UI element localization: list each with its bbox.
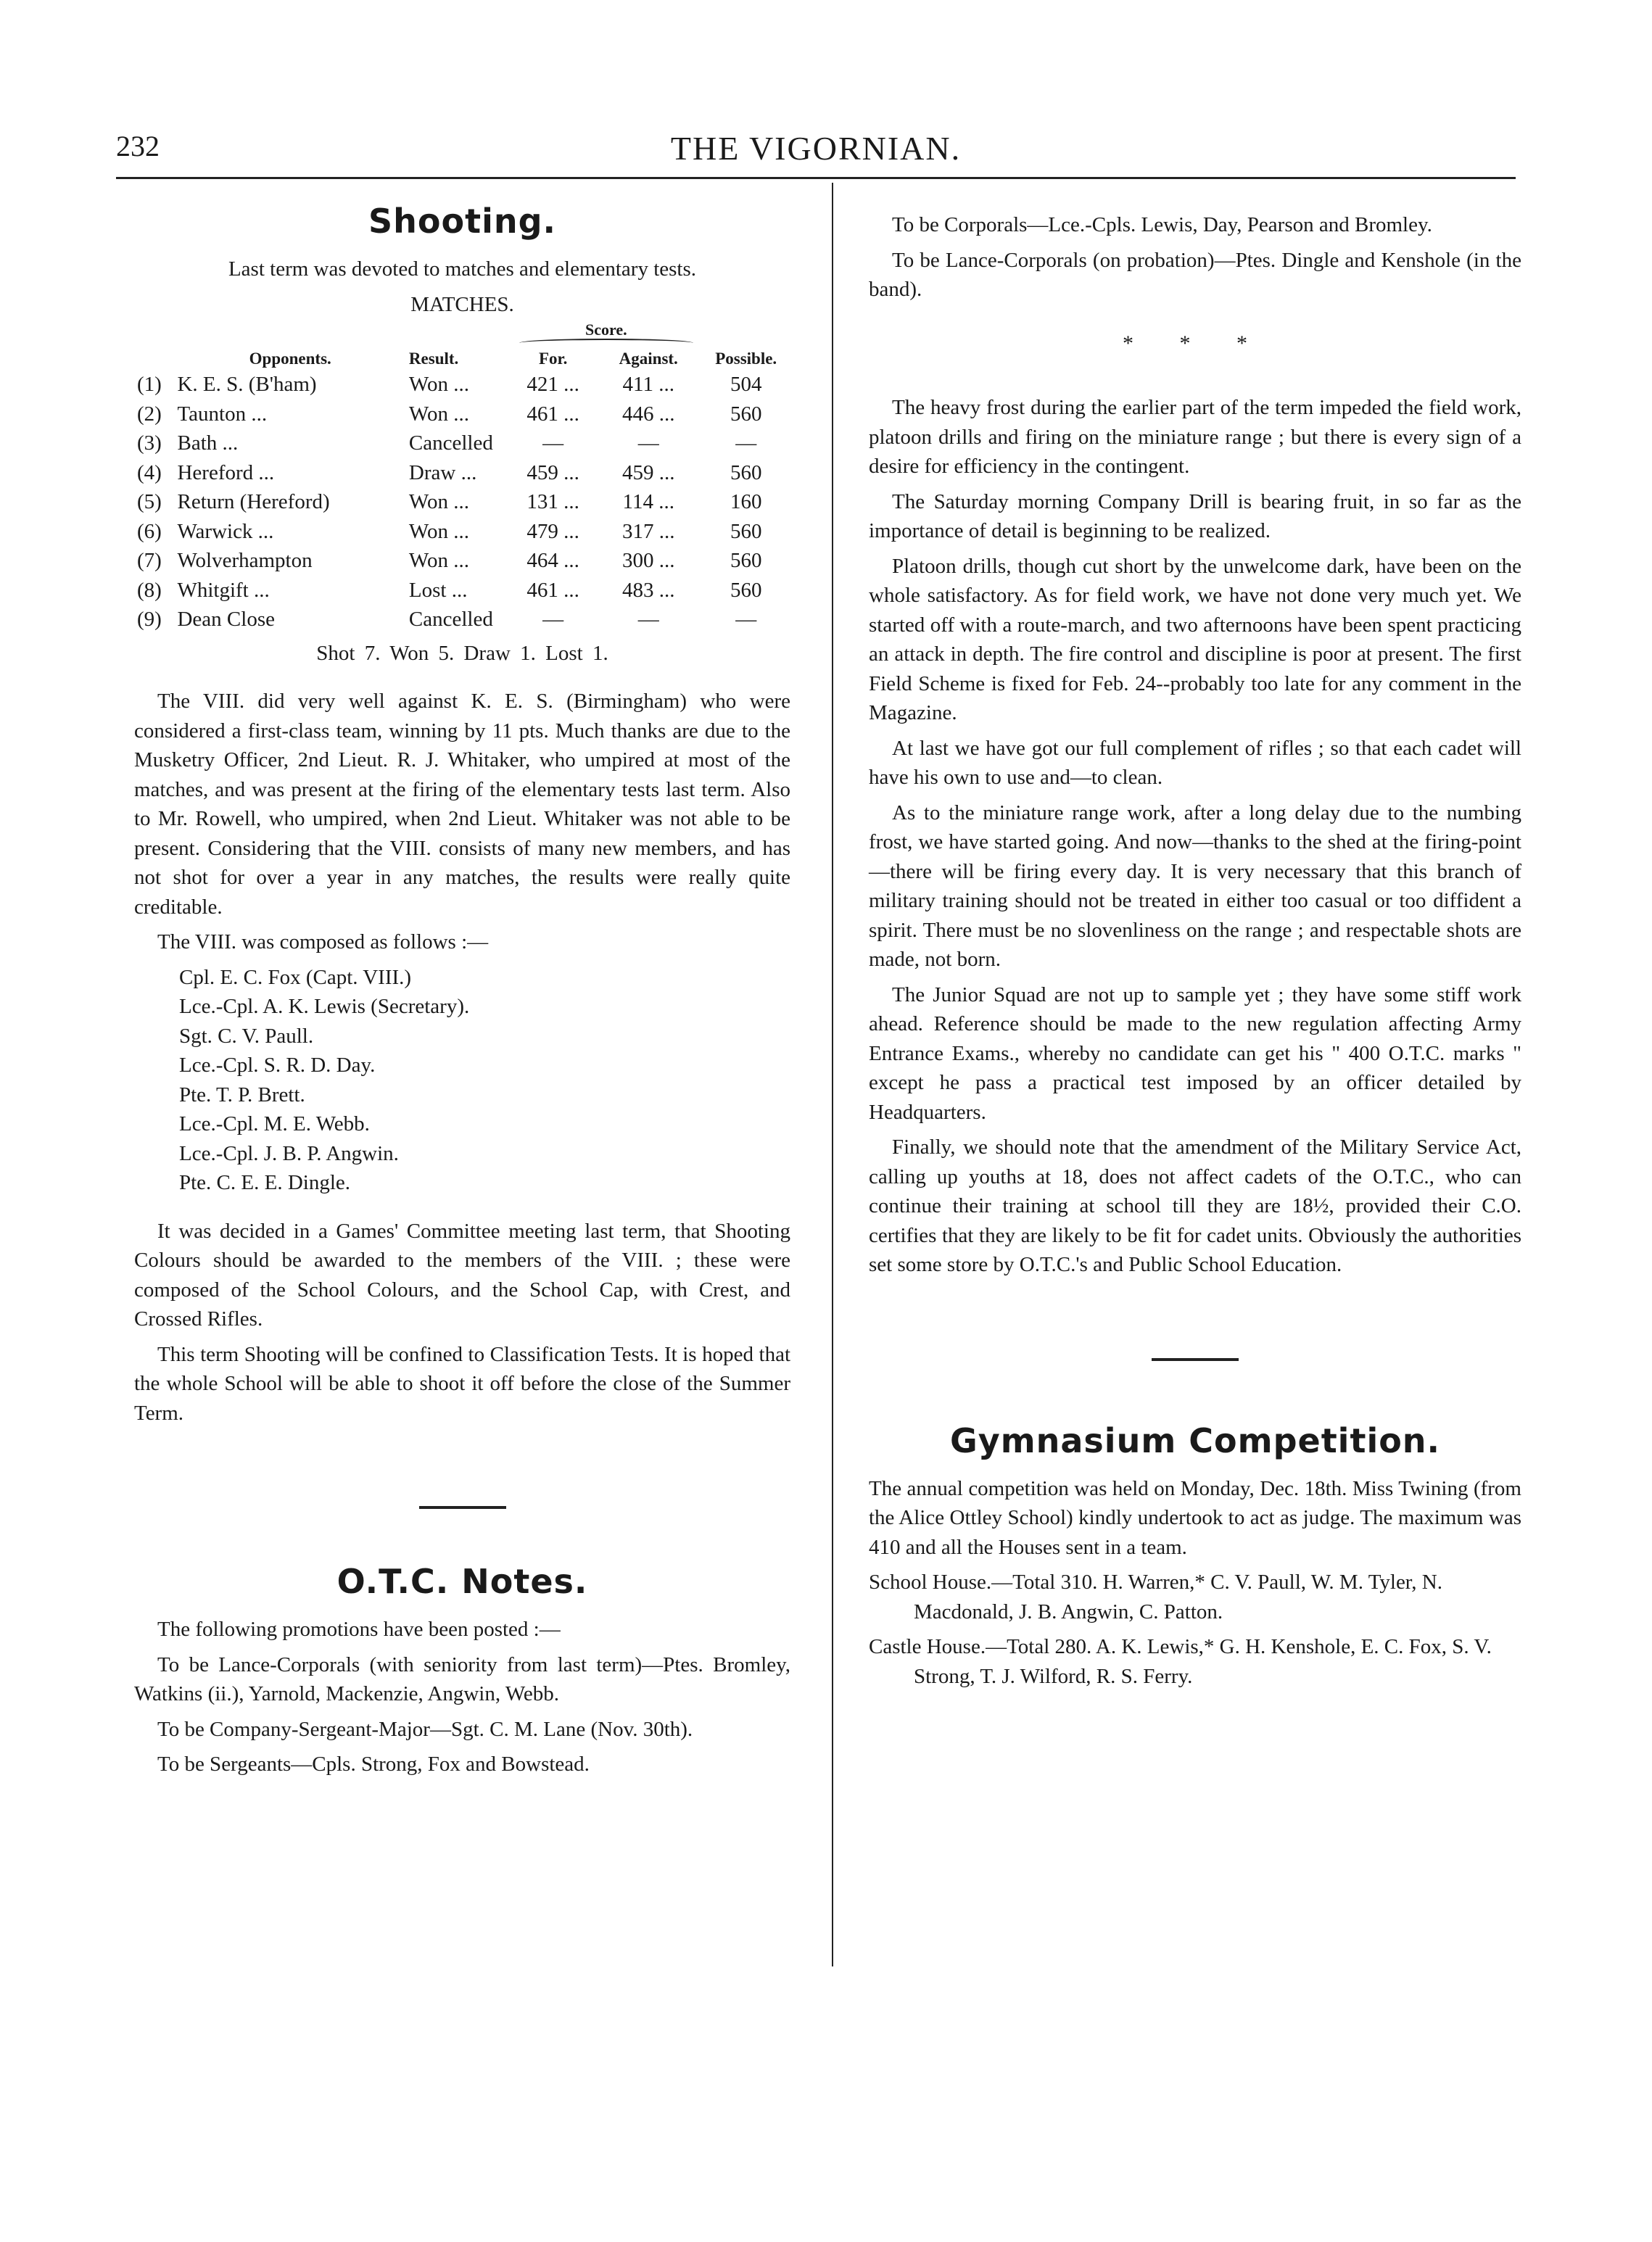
team-member: Sgt. C. V. Paull. (179, 1024, 314, 1048)
match-result: Won ... (408, 490, 469, 513)
match-score-for: 479 ... (526, 519, 579, 543)
match-score-against: — (637, 431, 659, 455)
team-member: Lce.-Cpl. J. B. P. Angwin. (179, 1141, 399, 1165)
journal-title: THE VIGORNIAN. (670, 130, 962, 167)
match-score-for: 464 ... (526, 549, 579, 572)
matches-header-row (134, 348, 790, 370)
match-score-possible: 560 (730, 460, 762, 484)
match-score-possible: 560 (730, 519, 762, 543)
match-score-against: 114 ... (622, 490, 674, 513)
match-score-against: 446 ... (621, 402, 675, 426)
match-opponent: K. E. S. (B'ham) (177, 373, 317, 396)
match-score-possible: 504 (730, 373, 762, 396)
match-number: (4) (137, 460, 162, 484)
match-score-possible: 560 (730, 402, 762, 426)
match-score-against: — (637, 608, 659, 631)
matches-table (134, 322, 790, 634)
match-number: (7) (137, 549, 162, 572)
match-opponent: Hereford ... (177, 460, 275, 484)
match-number: (5) (137, 490, 162, 513)
right-column (869, 210, 1521, 1697)
team-member: Lce.-Cpl. A. K. Lewis (Secretary). (179, 995, 470, 1018)
column-divider (832, 183, 833, 1966)
otc-intro: The following promotions have been posted :— (157, 1618, 561, 1641)
team-member: Lce.-Cpl. M. E. Webb. (179, 1112, 370, 1136)
otc-paragraph: The Junior Squad are not up to sample yet ; they have some stiff work ahead. Reference should be made to the new regulation affecting Army Entrance Exams., whereby no candidate can get his " 400 O.T.C. marks " except he pass a practical test imposed by an officer detailed by Headquarters. (869, 983, 1521, 1124)
otc-notes-heading: O.T.C. Notes. (336, 1562, 588, 1601)
col-possible: Possible. (715, 349, 777, 368)
col-against: Against. (619, 349, 678, 368)
match-score-for: — (542, 608, 564, 631)
gymnasium-intro: The annual competition was held on Monday, Dec. 18th. Miss Twining (from the Alice Ottley School) kindly undertook to act as judge. The maximum was 410 and all the Houses sent in a team. (869, 1476, 1521, 1559)
matches-heading: MATCHES. (410, 292, 514, 316)
match-opponent: Warwick ... (177, 519, 274, 543)
match-score-possible: 560 (730, 549, 762, 572)
match-opponent: Wolverhampton (177, 549, 313, 572)
house-result: School House.—Total 310. H. Warren,* C. V. Paull, W. M. Tyler, N. Macdonald, J. B. Angwin, C. Patton. (869, 1571, 1443, 1623)
match-score-for: 461 ... (526, 402, 579, 426)
score-label: Score. (585, 320, 627, 339)
otc-paragraph: The heavy frost during the earlier part of the term impeded the field work, platoon drills and firing on the miniature range ; but there is every sign of a desire for efficiency in the contingent. (869, 396, 1521, 478)
section-stars: * * * (1123, 331, 1268, 355)
left-column (134, 199, 790, 1785)
page-number: 232 (116, 130, 160, 162)
otc-paragraph: As to the miniature range work, after a long delay due to the numbing frost, we have started going. And now—thanks to the shed at the firing-point—there will be firing every day. It is very necessary that this branch of military training should not be treated in either too casual or too diffident a spirit. There must be no slovenliness on the range ; and respectable shots are made, not born. (869, 801, 1521, 971)
match-row (134, 487, 790, 517)
match-result: Lost ... (408, 578, 468, 602)
shooting-heading: Shooting. (368, 202, 556, 241)
matches-body (134, 370, 790, 634)
otc-paragraph: At last we have got our full complement of rifles ; so that each cadet will have his own to use and—to clean. (869, 736, 1521, 789)
score-brace (511, 338, 701, 348)
header-rule (116, 177, 1516, 179)
match-row (134, 576, 790, 605)
match-row (134, 546, 790, 576)
shooting-intro: Last term was devoted to matches and elementary tests. (228, 257, 697, 281)
match-number: (3) (137, 431, 162, 455)
match-opponent: Whitgift ... (177, 578, 270, 602)
match-score-possible: 560 (730, 578, 762, 602)
otc-paragraph: Platoon drills, though cut short by the unwelcome dark, have been on the whole satisfactory. As for field work, we have not done very much yet. We started off with a route-march, and two afternoons have been spent practicing an attack in depth. The fire control and discipline is poor at present. The first Field Scheme is fixed for Feb. 24--probably too late for any comment in the Magazine. (869, 554, 1521, 724)
match-result: Cancelled (408, 608, 493, 631)
team-member: Pte. T. P. Brett. (179, 1083, 305, 1106)
match-number: (8) (137, 578, 162, 602)
otc-paragraph: The Saturday morning Company Drill is bearing fruit, in so far as the importance of detail is beginning to be realized. (869, 489, 1521, 542)
match-row (134, 429, 790, 458)
match-row (134, 458, 790, 488)
match-opponent: Dean Close (177, 608, 275, 631)
match-result: Cancelled (408, 431, 493, 455)
page-header (116, 129, 1516, 173)
match-result: Won ... (408, 402, 469, 426)
match-score-against: 317 ... (621, 519, 675, 543)
promotion-item: To be Lance-Corporals (on probation)—Ptes. Dingle and Kenshole (in the band). (869, 248, 1521, 301)
promotion-item: To be Corporals—Lce.-Cpls. Lewis, Day, Pearson and Bromley. (892, 213, 1432, 236)
otc-paragraph: Finally, we should note that the amendment of the Military Service Act, calling up youths at 18, does not affect cadets of the O.T.C., who can continue their training at school till they are 18½, provided their C.O. certifies that they are likely to be fit for cadet units. Obviously the authorities set some store by O.T.C.'s and Public School Education. (869, 1136, 1521, 1276)
match-number: (9) (137, 608, 162, 631)
match-score-for: 421 ... (526, 373, 579, 396)
viii-paragraph: The VIII. did very well against K. E. S. (Birmingham) who were considered a first-class team, winning by 11 pts. Much thanks are due to the Musketry Officer, 2nd Lieut. R. J. Whitaker, who umpired at most of the matches, and was present at the firing of the elementary tests last term. Also to Mr. Rowell, who umpired, when 2nd Lieut. Whitaker was not able to be present. Considering that the VIII. consists of many new members, and has not shot for over a year in any matches, the results were really quite creditable. (134, 690, 790, 919)
match-number: (6) (137, 519, 162, 543)
match-number: (1) (137, 373, 162, 396)
match-result: Won ... (408, 549, 469, 572)
match-row (134, 605, 790, 634)
promotion-item: To be Lance-Corporals (with seniority from last term)—Ptes. Bromley, Watkins (ii.), Yarnold, Mackenzie, Angwin, Webb. (134, 1652, 790, 1705)
this-term-paragraph: This term Shooting will be confined to Classification Tests. It is hoped that the whole School will be able to shoot it off before the close of the Summer Term. (134, 1342, 790, 1425)
match-score-against: 300 ... (621, 549, 675, 572)
match-score-for: 131 ... (526, 490, 579, 513)
match-number: (2) (137, 402, 162, 426)
house-result: Castle House.—Total 280. A. K. Lewis,* G. H. Kenshole, E. C. Fox, S. V. Strong, T. J. Wilford, R. S. Ferry. (869, 1635, 1492, 1688)
match-result: Won ... (408, 373, 469, 396)
match-score-for: 459 ... (526, 460, 579, 484)
match-result: Won ... (408, 519, 469, 543)
match-score-against: 411 ... (622, 373, 674, 396)
match-row (134, 370, 790, 400)
composed-intro: The VIII. was composed as follows :— (157, 930, 489, 954)
match-result: Draw ... (408, 460, 477, 484)
team-member: Cpl. E. C. Fox (Capt. VIII.) (179, 965, 412, 989)
colours-paragraph: It was decided in a Games' Committee meeting last term, that Shooting Colours should be awarded to the members of the VIII. ; these were composed of the School Colours, and the School Cap, with Crest, and Crossed Rifles. (134, 1219, 790, 1331)
col-result: Result. (408, 349, 459, 368)
match-score-against: 483 ... (621, 578, 675, 602)
match-opponent: Return (Hereford) (177, 490, 330, 513)
promotion-item: To be Company-Sergeant-Major—Sgt. C. M. Lane (Nov. 30th). (157, 1717, 693, 1741)
col-opponents: Opponents. (249, 349, 331, 368)
match-score-for: — (542, 431, 564, 455)
team-member: Lce.-Cpl. S. R. D. Day. (179, 1054, 376, 1077)
match-row (134, 517, 790, 547)
match-opponent: Bath ... (177, 431, 239, 455)
match-opponent: Taunton ... (177, 402, 268, 426)
match-row (134, 400, 790, 429)
match-score-for: 461 ... (526, 578, 579, 602)
promotion-item: To be Sergeants—Cpls. Strong, Fox and Bowstead. (157, 1753, 590, 1776)
team-members-list (134, 963, 790, 1198)
match-score-possible: — (735, 431, 757, 455)
gymnasium-heading: Gymnasium Competition. (949, 1420, 1441, 1460)
col-for: For. (538, 349, 568, 368)
match-score-possible: 160 (730, 490, 762, 513)
matches-summary: Shot 7. Won 5. Draw 1. Lost 1. (316, 641, 608, 665)
match-score-against: 459 ... (621, 460, 675, 484)
team-member: Pte. C. E. E. Dingle. (179, 1171, 351, 1194)
match-score-possible: — (735, 608, 757, 631)
